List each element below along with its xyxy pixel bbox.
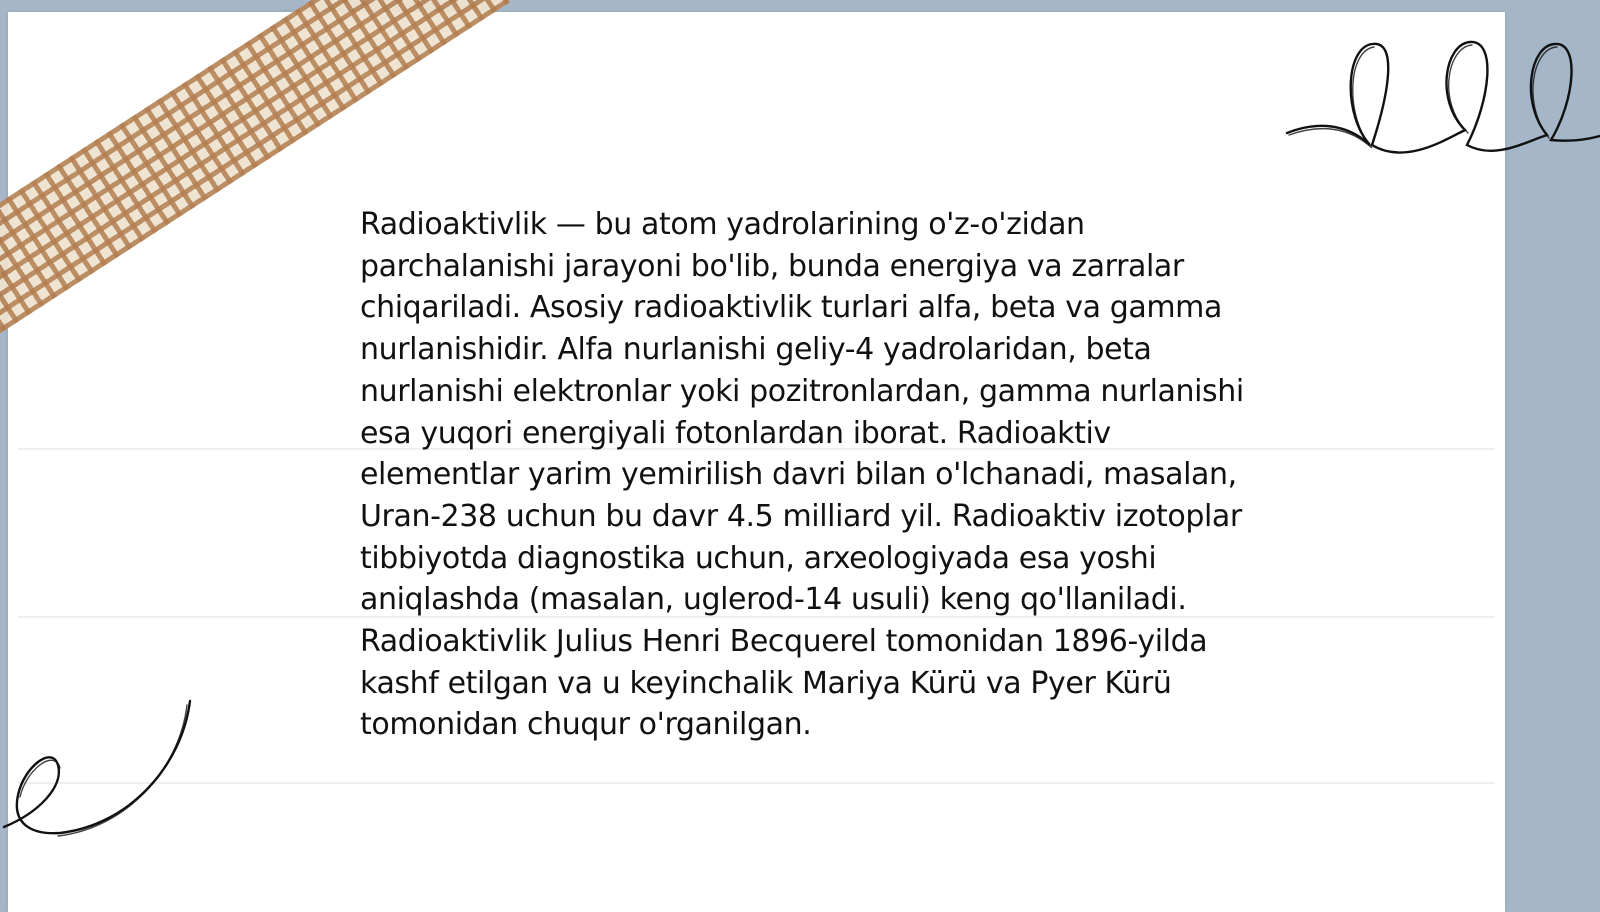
swirl-scribble-icon — [0, 695, 200, 855]
loop-scribble-icon — [1285, 30, 1600, 165]
main-paragraph: Radioaktivlik — bu atom yadrolarining o'z-o'zidan parchalanishi jarayoni bo'lib, bunda energiya va zarralar chiqariladi. Asosiy radioaktivlik turlari alfa, beta va gamma nurlanishidir. Alfa nurlanishi geliy-4 yadrolaridan, beta nurlanishi elektronlar yoki pozitronlardan, gamma nurlanishi esa yuqori energiyali fotonlardan iborat. Radioaktiv elementlar yarim yemirilish davri bilan o'lchanadi, masalan, Uran-238 uchun bu davr 4.5 milliard yil. Radioaktiv izotoplar tibbiyotda diagnostika uchun, arxeologiyada esa yoshi aniqlashda (masalan, uglerod-14 usuli) keng qo'llaniladi. Radioaktivlik Julius Henri Becquerel tomonidan 1896-yilda kashf etilgan va u keyinchalik Mariya Kürü va Pyer Kürü tomonidan chuqur o'rganilgan. — [360, 207, 1244, 743]
paper-rule-line — [18, 782, 1495, 784]
